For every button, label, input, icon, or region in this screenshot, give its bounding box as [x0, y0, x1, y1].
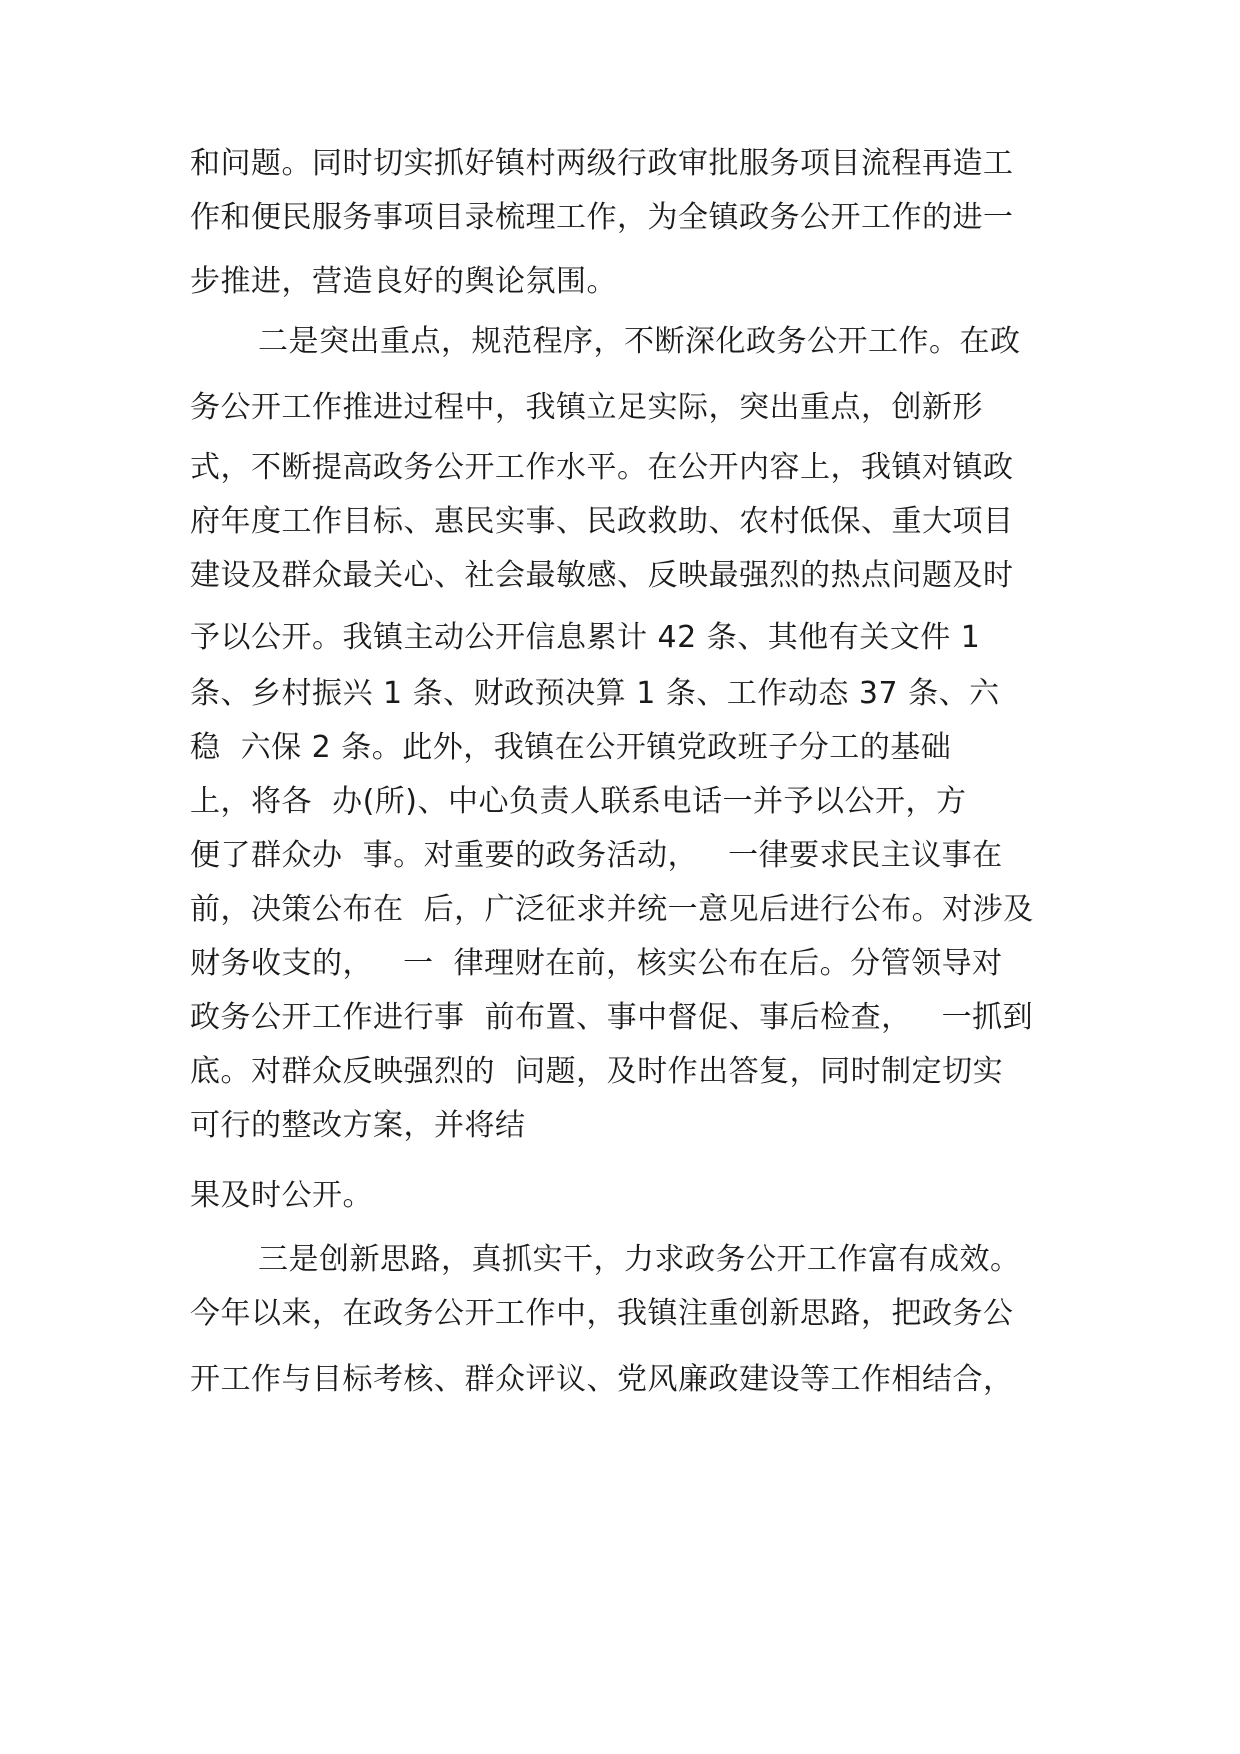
paragraph-2-start: 二是突出重点，规范程序，不断深化政务公开工作。在政 — [258, 324, 1021, 359]
text-line-8: 建设及群众最关心、社会最敏感、反映最强烈的热点问题及时 — [190, 558, 1014, 593]
text-line-7: 府年度工作目标、惠民实事、民政救助、农村低保、重大项目 — [190, 504, 1014, 539]
text-line-10: 条、乡村振兴 1 条、财政预决算 1 条、工作动态 37 条、六 — [190, 676, 1000, 711]
text-line-13: 便了群众办 事。对重要的政务活动， 一律要求民主议事在 — [190, 838, 1003, 873]
text-line-12: 上，将各 办(所)、中心负责人联系电话一并予以公开，方 — [190, 784, 967, 819]
text-line-22: 开工作与目标考核、群众评议、党风廉政建设等工作相结合， — [190, 1362, 1014, 1397]
text-line-3: 步推进，营造良好的舆论氛围。 — [190, 264, 617, 299]
text-line-1: 和问题。同时切实抓好镇村两级行政审批服务项目流程再造工 — [190, 146, 1014, 181]
text-line-5: 务公开工作推进过程中，我镇立足实际，突出重点，创新形 — [190, 390, 983, 425]
text-line-11: 稳 六保 2 条。此外，我镇在公开镇党政班子分工的基础 — [190, 730, 952, 765]
text-line-15: 财务收支的， 一 律理财在前，核实公布在后。分管领导对 — [190, 946, 1003, 981]
text-line-14: 前，决策公布在 后，广泛征求并统一意见后进行公布。对涉及 — [190, 892, 1034, 927]
text-line-19: 果及时公开。 — [190, 1178, 373, 1213]
text-line-16: 政务公开工作进行事 前布置、事中督促、事后检查， 一抓到 — [190, 1000, 1034, 1035]
paragraph-3-start: 三是创新思路，真抓实干，力求政务公开工作富有成效。 — [258, 1242, 1021, 1277]
text-line-6: 式，不断提高政务公开工作水平。在公开内容上，我镇对镇政 — [190, 450, 1014, 485]
text-line-17: 底。对群众反映强烈的 问题，及时作出答复，同时制定切实 — [190, 1054, 1004, 1089]
text-line-9: 予以公开。我镇主动公开信息累计 42 条、其他有关文件 1 — [190, 620, 981, 655]
text-line-18: 可行的整改方案，并将结 — [190, 1108, 526, 1143]
text-line-2: 作和便民服务事项目录梳理工作，为全镇政务公开工作的进一 — [190, 200, 1014, 235]
text-line-21: 今年以来，在政务公开工作中，我镇注重创新思路，把政务公 — [190, 1296, 1014, 1331]
